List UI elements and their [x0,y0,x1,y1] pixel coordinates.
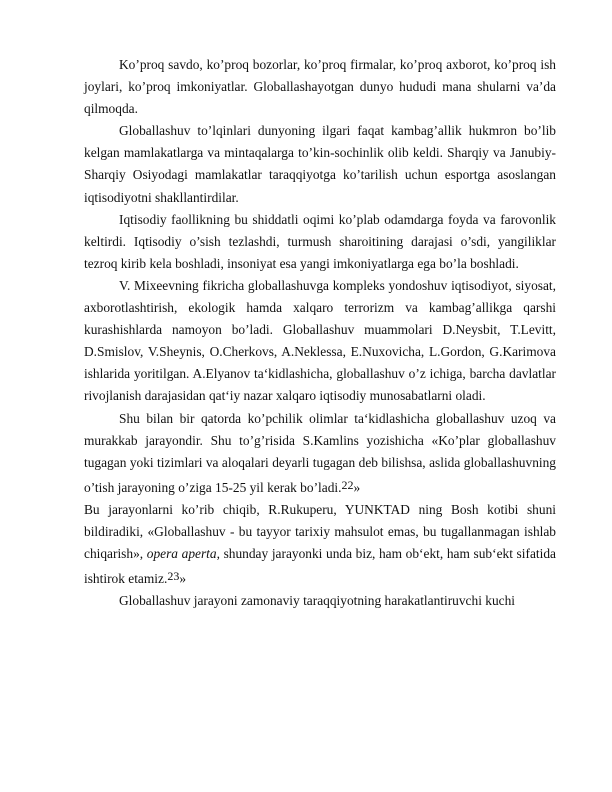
paragraph-2 [84,120,556,208]
paragraph-2-text: Globallashuv to’lqinlari dunyoning ilgari faqat kambag’allik hukmron bo’lib kelgan mamlakatlarga va mintaqalarga to’kin-sochinlik olib keldi. Sharqiy va Janubiy-Sharqiy Osiyodagi mamlakatlar taraqqiyotga ko’tarilish uchun esportga asoslangan iqtisodiyotni shakllantirdilar. [84,123,556,205]
paragraph-7-text: Globallashuv jarayoni zamonaviy taraqqiyotning harakatlantiruvchi kuchi [119,593,516,609]
paragraph-5 [84,408,556,499]
closing-quote: » [353,479,361,495]
paragraph-4 [84,275,556,408]
paragraph-3 [84,209,556,275]
document-body [84,54,556,612]
paragraph-6-text: Bu jarayonlarni ko’rib chiqib, R.Rukuperu, YUNKTAD ning Bosh kotibi shuni bildiradiki, «Globallashuv - bu tayyor tarixiy mahsulot emas, bu tugallanmagan ishlab chiqarish», [84,501,556,562]
closing-quote: » [179,571,187,587]
paragraph-1-text: Ko’proq savdo, ko’proq bozorlar, ko’proq firmalar, ko’proq axborot, ko’proq ish joylari, ko’proq imkoniyatlar. Globallashayotgan dunyo hududi mana shularni va’da qilmoqda. [84,57,556,117]
italic-phrase: opera aperta [146,546,217,562]
paragraph-6-text-cont: , shunday jarayonki unda biz, ham ob‘ekt, ham sub‘ekt sifatida ishtirok etamiz. [84,546,556,587]
paragraph-1 [84,54,556,120]
paragraph-5-text: Shu bilan bir qatorda ko’pchilik olimlar ta‘kidlashicha globallashuv uzoq va murakkab jarayondir. Shu to’g’risida S.Kamlins yozishicha «Ko’plar globallashuv tugagan yoki tizimlari va aloqalari deyarli tugagan deb bilishsa, aslida globallashuvning o’tish jarayoning o’ziga 15-25 yil kerak bo’ladi. [84,410,556,495]
paragraph-7 [84,590,556,612]
footnote-ref-22[interactable]: 22 [341,477,354,492]
paragraph-4-text: V. Mixeevning fikricha globallashuvga kompleks yondoshuv iqtisodiyot, siyosat, axborotlashtirish, ekologik hamda xalqaro terrorizm va kambag’allikga qarshi kurashishlarda namoyon bo’ladi. Globallashuv muammolari D.Neysbit, T.Levitt, D.Smislov, V.Sheynis, O.Cherkovs, A.Neklessa, E.Nuxovicha, L.Gordon, G.Karimova ishlarida yoritilgan. A.Elyanov ta‘kidlashicha, globallashuv o’z ichiga, barcha davlatlar rivojlanish darajasidan qat‘iy nazar xalqaro iqtisodiy munosabatlarni oladi. [84,277,556,404]
footnote-ref-23[interactable]: 23 [167,569,180,584]
paragraph-3-text: Iqtisodiy faollikning bu shiddatli oqimi ko’plab odamdarga foyda va farovonlik keltirdi. Iqtisodiy o’sish tezlashdi, turmush sharoitining darajasi o’sdi, yangiliklar tezroq kirib kela boshladi, insoniyat esa yangi imkoniyatlarga ega bo’la boshladi. [84,211,556,271]
paragraph-6 [84,499,556,590]
